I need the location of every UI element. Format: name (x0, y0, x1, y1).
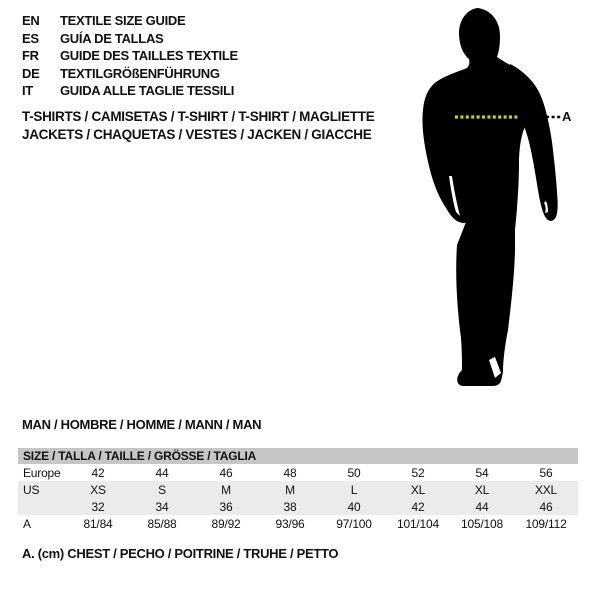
product-categories (22, 108, 374, 144)
size-cell: L (322, 481, 386, 498)
size-cell: 50 (347, 465, 361, 480)
size-cell: 44 (155, 465, 169, 480)
size-cell: XL (386, 481, 450, 498)
size-cell: 44 (450, 498, 514, 515)
size-cell: 56 (539, 465, 553, 480)
row-label: Europe (23, 465, 61, 480)
size-cell: 105/108 (461, 516, 503, 531)
size-cell: 32 (66, 498, 130, 515)
size-cell: 81/84 (83, 516, 113, 531)
row-label: US (18, 481, 66, 498)
table-row-europe (18, 464, 578, 481)
man-silhouette-figure (400, 0, 600, 420)
size-cell: 38 (258, 498, 322, 515)
table-row-chest-cm (18, 515, 578, 532)
lang-code: ES (22, 30, 39, 46)
size-cell: M (194, 481, 258, 498)
lang-code: IT (22, 83, 33, 98)
lang-label: GUÍA DE TALLAS (60, 30, 164, 46)
man-silhouette (422, 8, 535, 386)
language-row-es (22, 30, 238, 48)
lang-code: FR (22, 48, 39, 63)
size-cell: 93/96 (275, 516, 305, 531)
size-cell: 97/100 (336, 516, 372, 531)
language-row-it (22, 82, 238, 100)
lang-label: TEXTILE SIZE GUIDE (60, 13, 186, 28)
lang-label: TEXTILGRÖßENFÜHRUNG (60, 65, 220, 81)
lang-label: GUIDE DES TAILLES TEXTILE (60, 48, 238, 63)
size-cell: 52 (411, 465, 425, 480)
table-row-us (18, 481, 578, 498)
size-cell: 109/112 (525, 516, 567, 531)
language-row-fr (22, 47, 238, 65)
size-cell: 40 (322, 498, 386, 515)
size-cell: 48 (283, 465, 297, 480)
lang-code: DE (22, 65, 40, 81)
row-label (18, 498, 66, 515)
size-table-header: SIZE / TALLA / TAILLE / GRÖSSE / TAGLIA (18, 448, 578, 464)
size-cell: 46 (219, 465, 233, 480)
size-cell: XS (66, 481, 130, 498)
row-label: A (23, 516, 31, 531)
size-cell: S (130, 481, 194, 498)
product-line-tshirts: T-SHIRTS / CAMISETAS / T-SHIRT / T-SHIRT / MAGLIETTE (22, 109, 375, 124)
language-row-de (22, 65, 238, 83)
size-cell: XL (450, 481, 514, 498)
size-cell: 42 (386, 498, 450, 515)
size-cell: 46 (514, 498, 578, 515)
size-table (18, 448, 578, 532)
size-cell: 42 (91, 465, 105, 480)
measurement-footnote: A. (cm) CHEST / PECHO / POITRINE / TRUHE / PETTO (22, 546, 339, 561)
lang-code: EN (22, 13, 40, 28)
size-cell: 89/92 (211, 516, 241, 531)
product-line-jackets: JACKETS / CHAQUETAS / VESTES / JACKEN / GIACCHE (22, 127, 372, 142)
size-cell: 85/88 (147, 516, 177, 531)
size-cell: 36 (194, 498, 258, 515)
section-title-man: MAN / HOMBRE / HOMME / MANN / MAN (22, 417, 262, 432)
size-cell: 34 (130, 498, 194, 515)
size-table-header-row (18, 448, 578, 464)
size-cell: 101/104 (397, 516, 439, 531)
size-cell: XXL (514, 481, 578, 498)
size-cell: 54 (475, 465, 489, 480)
language-guide-list (22, 12, 238, 100)
size-cell: M (258, 481, 322, 498)
language-row-en (22, 12, 238, 30)
lang-label: GUIDA ALLE TAGLIE TESSILI (60, 83, 235, 98)
measure-label-a: A (562, 109, 572, 124)
table-row-us-numeric (18, 498, 578, 515)
